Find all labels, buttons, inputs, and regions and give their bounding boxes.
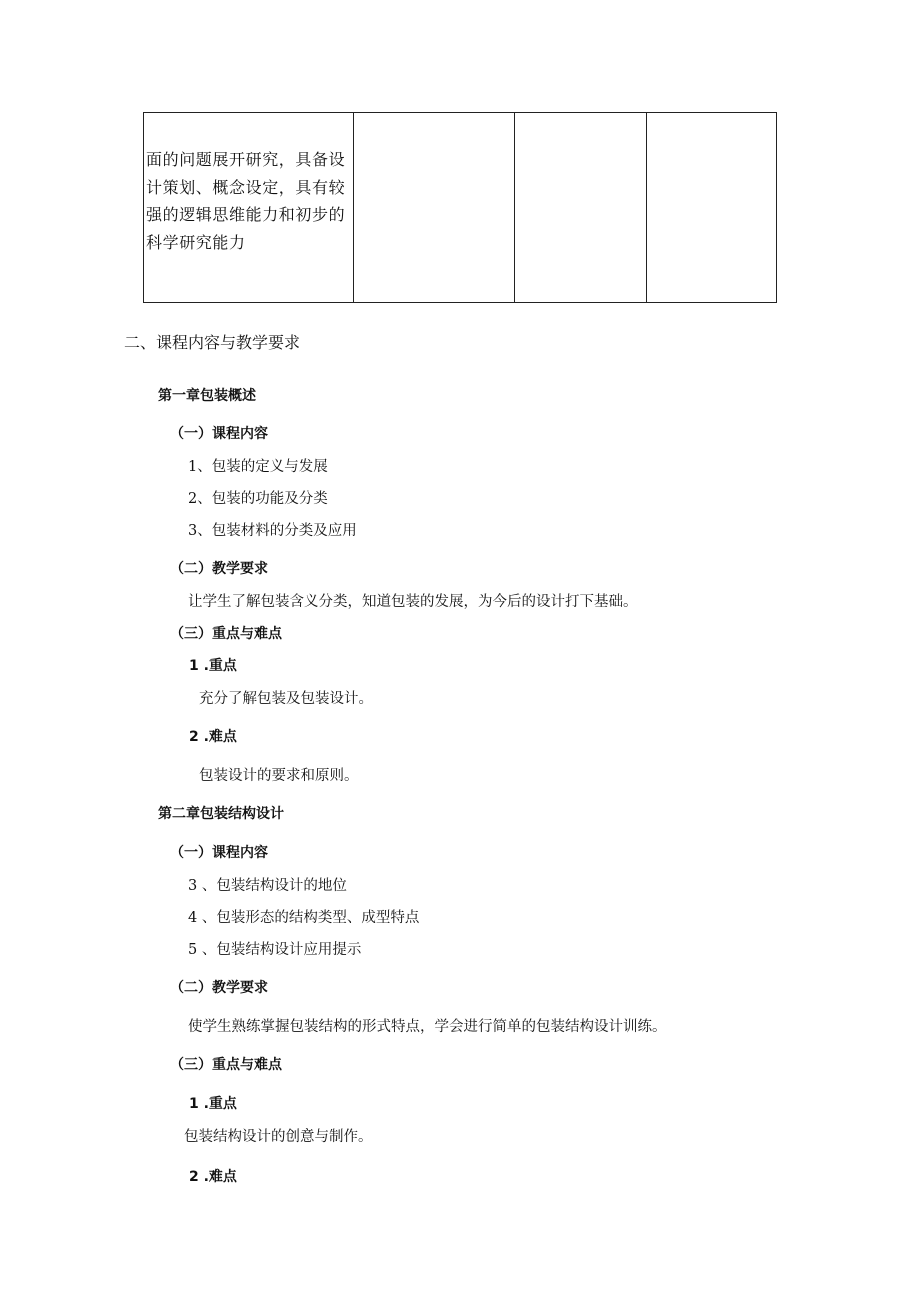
chapter-1-difficulty-label: 2 .难点 — [189, 729, 237, 745]
chapter-2-requirements-heading: （二）教学要求 — [170, 980, 268, 996]
chapter-2-content-item: 4 、包装形态的结构类型、成型特点 — [188, 910, 420, 926]
chapter-2-requirements-text: 使学生熟练掌握包装结构的形式特点，学会进行简单的包装结构设计训练。 — [188, 1019, 667, 1035]
chapter-2-key-label: 1 .重点 — [189, 1096, 237, 1112]
table-cell-line: 计策划、概念设定，具有较 — [146, 177, 346, 197]
table-cell-empty — [515, 113, 647, 302]
chapter-1-title: 第一章包装概述 — [158, 388, 256, 404]
chapter-1-content-heading: （一）课程内容 — [170, 426, 268, 442]
chapter-2-content-heading: （一）课程内容 — [170, 845, 268, 861]
chapter-1-difficulty-text: 包装设计的要求和原则。 — [199, 768, 359, 784]
table-cell-objective — [144, 113, 354, 302]
chapter-1-key-points-heading: （三）重点与难点 — [170, 626, 282, 642]
objectives-table — [143, 112, 777, 303]
table-cell-line: 科学研究能力 — [146, 232, 246, 252]
chapter-1-content-item: 3、包装材料的分类及应用 — [188, 523, 357, 539]
chapter-1-content-item: 2、包装的功能及分类 — [188, 491, 328, 507]
chapter-2-key-text: 包装结构设计的创意与制作。 — [184, 1129, 373, 1145]
chapter-2-difficulty-label: 2 .难点 — [189, 1169, 237, 1185]
chapter-1-content-item: 1、包装的定义与发展 — [188, 459, 328, 475]
chapter-2-title: 第二章包装结构设计 — [158, 806, 284, 822]
table-cell-line: 面的问题展开研究，具备设 — [146, 150, 346, 169]
chapter-1-key-text: 充分了解包装及包装设计。 — [199, 691, 373, 707]
chapter-2-content-item: 3 、包装结构设计的地位 — [188, 878, 347, 894]
table-cell-empty — [647, 113, 776, 302]
chapter-1-requirements-heading: （二）教学要求 — [170, 561, 268, 577]
chapter-1-requirements-text: 让学生了解包装含义分类，知道包装的发展，为今后的设计打下基础。 — [188, 594, 638, 610]
table-cell-empty — [354, 113, 515, 302]
chapter-1-key-label: 1 .重点 — [189, 658, 237, 674]
section-heading: 二、课程内容与教学要求 — [124, 333, 301, 352]
table-cell-line: 强的逻辑思维能力和初步的 — [146, 205, 346, 224]
chapter-2-key-points-heading: （三）重点与难点 — [170, 1057, 282, 1073]
chapter-2-content-item: 5 、包装结构设计应用提示 — [188, 942, 362, 958]
